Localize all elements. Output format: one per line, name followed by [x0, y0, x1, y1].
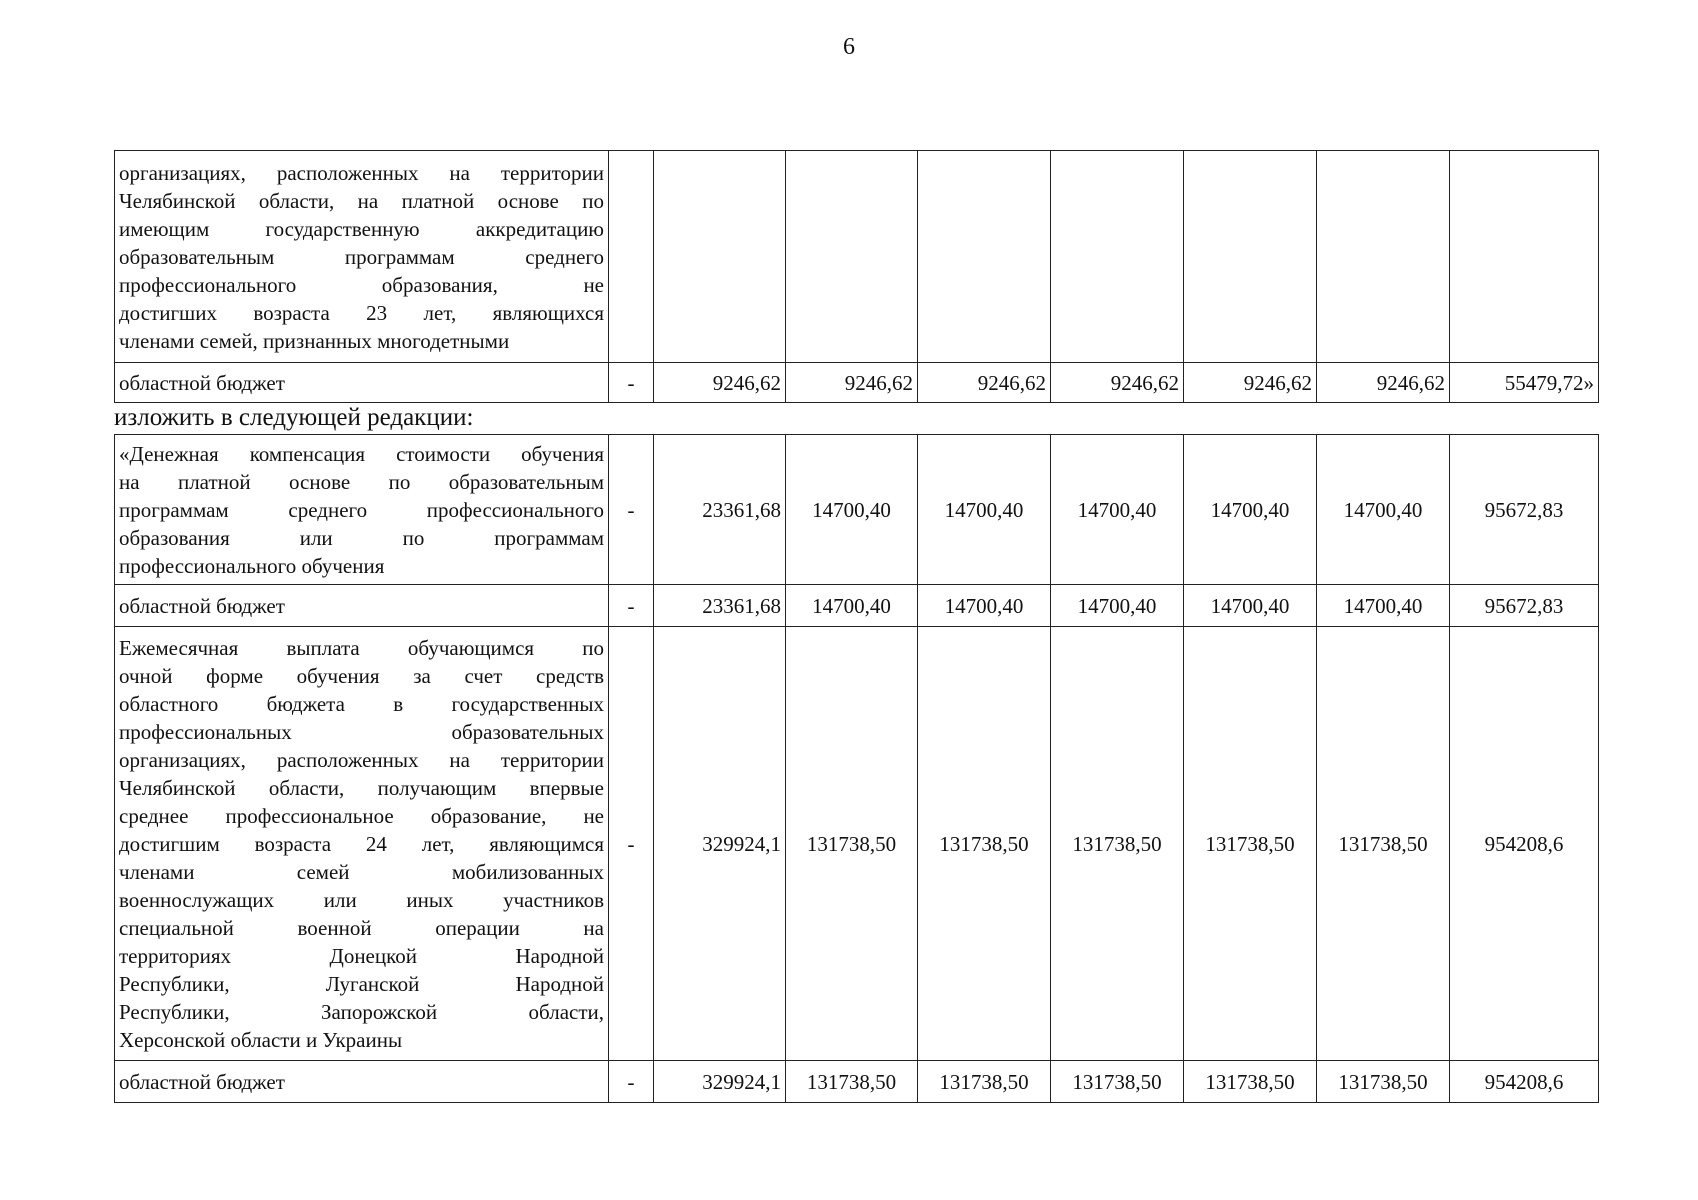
value-cell: 9246,62: [654, 363, 786, 403]
value-cell: 14700,40: [1317, 585, 1450, 627]
value-cell: 14700,40: [1184, 585, 1317, 627]
value-cell: 14700,40: [1051, 585, 1184, 627]
description-line: «Денежная компенсация стоимости обучения: [119, 441, 604, 466]
value-cell: 14700,40: [918, 585, 1051, 627]
dash-cell: -: [609, 585, 654, 627]
value-cell: 131738,50: [1051, 1061, 1184, 1103]
budget-label: областной бюджет: [115, 585, 609, 627]
description-line: Республики, Луганской Народной: [119, 971, 604, 996]
description-line: Челябинской области, получающим впервые: [119, 775, 604, 800]
value-cell: 131738,50: [918, 627, 1051, 1061]
description-line: областного бюджета в государственных: [119, 691, 604, 716]
value-cell: 329924,1: [654, 627, 786, 1061]
table-row: [115, 1061, 1599, 1103]
value-cell: 954208,6: [1450, 627, 1599, 1061]
dash-cell: -: [609, 435, 654, 585]
empty-cell: [654, 151, 786, 363]
description-line: членами семей, признанных многодетными: [119, 328, 510, 353]
empty-cell: [918, 151, 1051, 363]
description-line: имеющим государственную аккредитацию: [119, 216, 604, 241]
budget-label: областной бюджет: [115, 1061, 609, 1103]
value-cell: 14700,40: [786, 585, 918, 627]
description-line: военнослужащих или иных участников: [119, 887, 604, 912]
description-line: профессиональных образовательных: [119, 719, 604, 744]
description-line: членами семей мобилизованных: [119, 859, 604, 884]
dash-cell: -: [609, 363, 654, 403]
value-cell: 131738,50: [918, 1061, 1051, 1103]
empty-cell: [1317, 151, 1450, 363]
program-description-cell: [115, 151, 609, 363]
table-row: [115, 585, 1599, 627]
table-row: [115, 435, 1599, 585]
value-cell: 954208,6: [1450, 1061, 1599, 1103]
table-row: [115, 627, 1599, 1061]
value-cell: 23361,68: [654, 585, 786, 627]
value-cell: 329924,1: [654, 1061, 786, 1103]
description-line: специальной военной операции на: [119, 915, 604, 940]
value-cell: 131738,50: [1184, 1061, 1317, 1103]
empty-cell: [609, 151, 654, 363]
empty-cell: [786, 151, 918, 363]
value-cell: 23361,68: [654, 435, 786, 585]
value-cell: 95672,83: [1450, 585, 1599, 627]
table-row: [115, 151, 1599, 363]
value-cell: 131738,50: [1317, 1061, 1450, 1103]
empty-cell: [1450, 151, 1599, 363]
description-line: программам среднего профессионального: [119, 497, 604, 522]
dash-cell: -: [609, 627, 654, 1061]
value-cell: 131738,50: [1051, 627, 1184, 1061]
budget-label: областной бюджет: [115, 363, 609, 403]
value-cell: 131738,50: [1317, 627, 1450, 1061]
page-number: 6: [843, 34, 855, 60]
description-line: Республики, Запорожской области,: [119, 999, 604, 1024]
description-line: Ежемесячная выплата обучающимся по: [119, 635, 604, 660]
value-cell: 14700,40: [918, 435, 1051, 585]
description-line: организациях, расположенных на территории: [119, 747, 604, 772]
value-cell: 9246,62: [1184, 363, 1317, 403]
budget-table-previous: [114, 150, 1599, 403]
value-cell: 9246,62: [918, 363, 1051, 403]
empty-cell: [1051, 151, 1184, 363]
value-cell: 9246,62: [1051, 363, 1184, 403]
program-description-cell: [115, 435, 609, 585]
amendment-heading: изложить в следующей редакции:: [114, 404, 474, 431]
value-cell: 14700,40: [1051, 435, 1184, 585]
table-row: [115, 363, 1599, 403]
description-line: организациях, расположенных на территории: [119, 160, 604, 185]
value-cell: 55479,72»: [1450, 363, 1599, 403]
budget-table-new: [114, 434, 1599, 1103]
empty-cell: [1184, 151, 1317, 363]
description-line: территориях Донецкой Народной: [119, 943, 604, 968]
description-line: Херсонской области и Украины: [119, 1027, 403, 1052]
description-line: образовательным программам среднего: [119, 244, 604, 269]
value-cell: 14700,40: [1184, 435, 1317, 585]
value-cell: 9246,62: [786, 363, 918, 403]
description-line: достигших возраста 23 лет, являющихся: [119, 300, 604, 325]
value-cell: 131738,50: [786, 627, 918, 1061]
value-cell: 131738,50: [1184, 627, 1317, 1061]
value-cell: 9246,62: [1317, 363, 1450, 403]
description-line: Челябинской области, на платной основе по: [119, 188, 604, 213]
description-line: образования или по программам: [119, 525, 604, 550]
program-description-cell: [115, 627, 609, 1061]
value-cell: 95672,83: [1450, 435, 1599, 585]
value-cell: 131738,50: [786, 1061, 918, 1103]
description-line: очной форме обучения за счет средств: [119, 663, 604, 688]
description-line: среднее профессиональное образование, не: [119, 803, 604, 828]
value-cell: 14700,40: [786, 435, 918, 585]
value-cell: 14700,40: [1317, 435, 1450, 585]
description-line: достигшим возраста 24 лет, являющимся: [119, 831, 604, 856]
dash-cell: -: [609, 1061, 654, 1103]
description-line: профессионального образования, не: [119, 272, 604, 297]
description-line: на платной основе по образовательным: [119, 469, 604, 494]
description-line: профессионального обучения: [119, 553, 385, 578]
